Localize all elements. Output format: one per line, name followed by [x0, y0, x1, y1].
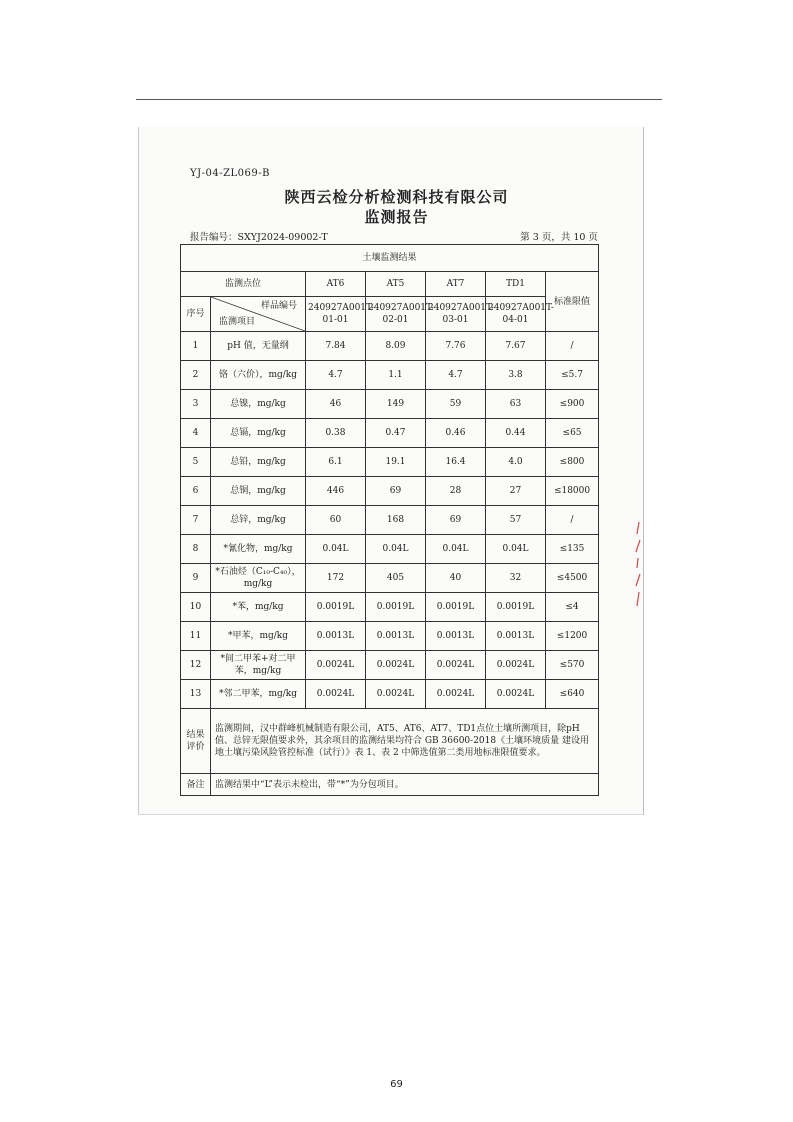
company-name: 陕西云检分析检测科技有限公司 — [284, 188, 509, 206]
measured-value: 7.84 — [306, 332, 366, 361]
point-header: 监测点位 — [181, 272, 306, 297]
top-rule — [136, 99, 662, 100]
measured-value: 16.4 — [426, 448, 486, 477]
measured-value: 1.1 — [366, 361, 426, 390]
measured-value: 0.46 — [426, 419, 486, 448]
report-number: 报告编号：SXYJ2024-09002-T — [190, 232, 328, 243]
measured-value: 149 — [366, 390, 426, 419]
measured-value: 0.38 — [306, 419, 366, 448]
measured-value: 0.0013L — [486, 622, 546, 651]
measured-value: 0.04L — [426, 535, 486, 564]
measured-value: 0.0019L — [426, 593, 486, 622]
monitoring-item: 铬（六价），mg/kg — [211, 361, 306, 390]
measured-value: 32 — [486, 564, 546, 593]
row-number: 13 — [181, 680, 211, 709]
measured-value: 0.0013L — [306, 622, 366, 651]
measured-value: 60 — [306, 506, 366, 535]
measured-value: 0.0013L — [426, 622, 486, 651]
row-number: 7 — [181, 506, 211, 535]
standard-limit: ≤4 — [546, 593, 599, 622]
result-evaluation-label: 结果评价 — [181, 709, 211, 774]
measured-value: 57 — [486, 506, 546, 535]
monitoring-item: *石油烃（C₁₀-C₄₀），mg/kg — [211, 564, 306, 593]
standard-limit: ≤135 — [546, 535, 599, 564]
sample-id: 240927A001T-03-01 — [426, 297, 486, 332]
measured-value: 0.04L — [306, 535, 366, 564]
measured-value: 0.44 — [486, 419, 546, 448]
standard-limit-header: 标准限值 — [546, 272, 599, 332]
monitoring-item: 总镍，mg/kg — [211, 390, 306, 419]
measured-value: 0.0024L — [426, 651, 486, 680]
row-number: 2 — [181, 361, 211, 390]
standard-limit: ≤900 — [546, 390, 599, 419]
measured-value: 0.04L — [366, 535, 426, 564]
row-number: 8 — [181, 535, 211, 564]
measured-value: 27 — [486, 477, 546, 506]
row-number: 11 — [181, 622, 211, 651]
measured-value: 0.0024L — [486, 680, 546, 709]
red-seal-edge — [631, 520, 643, 610]
measured-value: 0.0019L — [486, 593, 546, 622]
monitoring-item: *氰化物，mg/kg — [211, 535, 306, 564]
monitoring-item: *苯，mg/kg — [211, 593, 306, 622]
row-number: 9 — [181, 564, 211, 593]
row-number: 1 — [181, 332, 211, 361]
monitoring-item: *邻二甲苯，mg/kg — [211, 680, 306, 709]
monitoring-item: *间二甲苯+对二甲苯，mg/kg — [211, 651, 306, 680]
measured-value: 0.0024L — [306, 680, 366, 709]
measured-value: 4.7 — [306, 361, 366, 390]
measured-value: 0.0024L — [426, 680, 486, 709]
remark-text: 监测结果中“L”表示未检出，带“*”为分包项目。 — [211, 774, 599, 796]
standard-limit: ≤1200 — [546, 622, 599, 651]
measured-value: 168 — [366, 506, 426, 535]
point-at5: AT5 — [366, 272, 426, 297]
soil-monitoring-table — [180, 244, 599, 796]
monitoring-item: 总镉，mg/kg — [211, 419, 306, 448]
monitoring-item: *甲苯，mg/kg — [211, 622, 306, 651]
row-number: 5 — [181, 448, 211, 477]
document-code: YJ-04-ZL069-B — [190, 168, 270, 179]
measured-value: 7.76 — [426, 332, 486, 361]
measured-value: 0.0024L — [306, 651, 366, 680]
remark-label: 备注 — [181, 774, 211, 796]
row-number: 12 — [181, 651, 211, 680]
report-title: 监测报告 — [364, 208, 429, 226]
diagonal-header-cell — [211, 297, 306, 332]
result-evaluation-text: 监测期间，汉中群峰机械制造有限公司，AT5、AT6、AT7、TD1点位土壤所测项目，除pH值、总锌无限值要求外，其余项目的监测结果均符合 GB 36600-2018《土壤环境质量 建设用地土壤污染风险管控标准（试行）》表 1、表 2 中筛选值第二类用地标准限值要求。 — [211, 709, 599, 774]
standard-limit: / — [546, 332, 599, 361]
measured-value: 28 — [426, 477, 486, 506]
measured-value: 172 — [306, 564, 366, 593]
point-td1: TD1 — [486, 272, 546, 297]
monitoring-item: 总铜，mg/kg — [211, 477, 306, 506]
measured-value: 3.8 — [486, 361, 546, 390]
monitoring-item-label: 监测项目 — [219, 317, 256, 327]
point-at6: AT6 — [306, 272, 366, 297]
standard-limit: ≤5.7 — [546, 361, 599, 390]
monitoring-item: 总锌，mg/kg — [211, 506, 306, 535]
point-at7: AT7 — [426, 272, 486, 297]
page-number: 69 — [390, 1079, 403, 1090]
measured-value: 0.0024L — [486, 651, 546, 680]
standard-limit: / — [546, 506, 599, 535]
measured-value: 8.09 — [366, 332, 426, 361]
table-caption: 土壤监测结果 — [181, 245, 599, 272]
measured-value: 0.0019L — [306, 593, 366, 622]
measured-value: 0.0019L — [366, 593, 426, 622]
measured-value: 0.04L — [486, 535, 546, 564]
measured-value: 19.1 — [366, 448, 426, 477]
measured-value: 6.1 — [306, 448, 366, 477]
row-number: 3 — [181, 390, 211, 419]
row-number: 4 — [181, 419, 211, 448]
measured-value: 4.0 — [486, 448, 546, 477]
measured-value: 4.7 — [426, 361, 486, 390]
measured-value: 0.0024L — [366, 651, 426, 680]
measured-value: 63 — [486, 390, 546, 419]
standard-limit: ≤800 — [546, 448, 599, 477]
measured-value: 69 — [366, 477, 426, 506]
monitoring-item: pH 值，无量纲 — [211, 332, 306, 361]
measured-value: 0.0013L — [366, 622, 426, 651]
monitoring-item: 总铅，mg/kg — [211, 448, 306, 477]
seq-header: 序号 — [181, 297, 211, 332]
measured-value: 69 — [426, 506, 486, 535]
measured-value: 446 — [306, 477, 366, 506]
row-number: 6 — [181, 477, 211, 506]
measured-value: 0.47 — [366, 419, 426, 448]
sample-id: 240927A001T-02-01 — [366, 297, 426, 332]
page-info: 第 3 页，共 10 页 — [520, 232, 598, 243]
measured-value: 7.67 — [486, 332, 546, 361]
row-number: 10 — [181, 593, 211, 622]
standard-limit: ≤570 — [546, 651, 599, 680]
standard-limit: ≤18000 — [546, 477, 599, 506]
measured-value: 46 — [306, 390, 366, 419]
standard-limit: ≤65 — [546, 419, 599, 448]
measured-value: 405 — [366, 564, 426, 593]
sample-id-label: 样品编号 — [260, 301, 297, 311]
sample-id: 240927A001T-04-01 — [486, 297, 546, 332]
standard-limit: ≤640 — [546, 680, 599, 709]
measured-value: 40 — [426, 564, 486, 593]
sample-id: 240927A001T-01-01 — [306, 297, 366, 332]
standard-limit: ≤4500 — [546, 564, 599, 593]
measured-value: 59 — [426, 390, 486, 419]
measured-value: 0.0024L — [366, 680, 426, 709]
